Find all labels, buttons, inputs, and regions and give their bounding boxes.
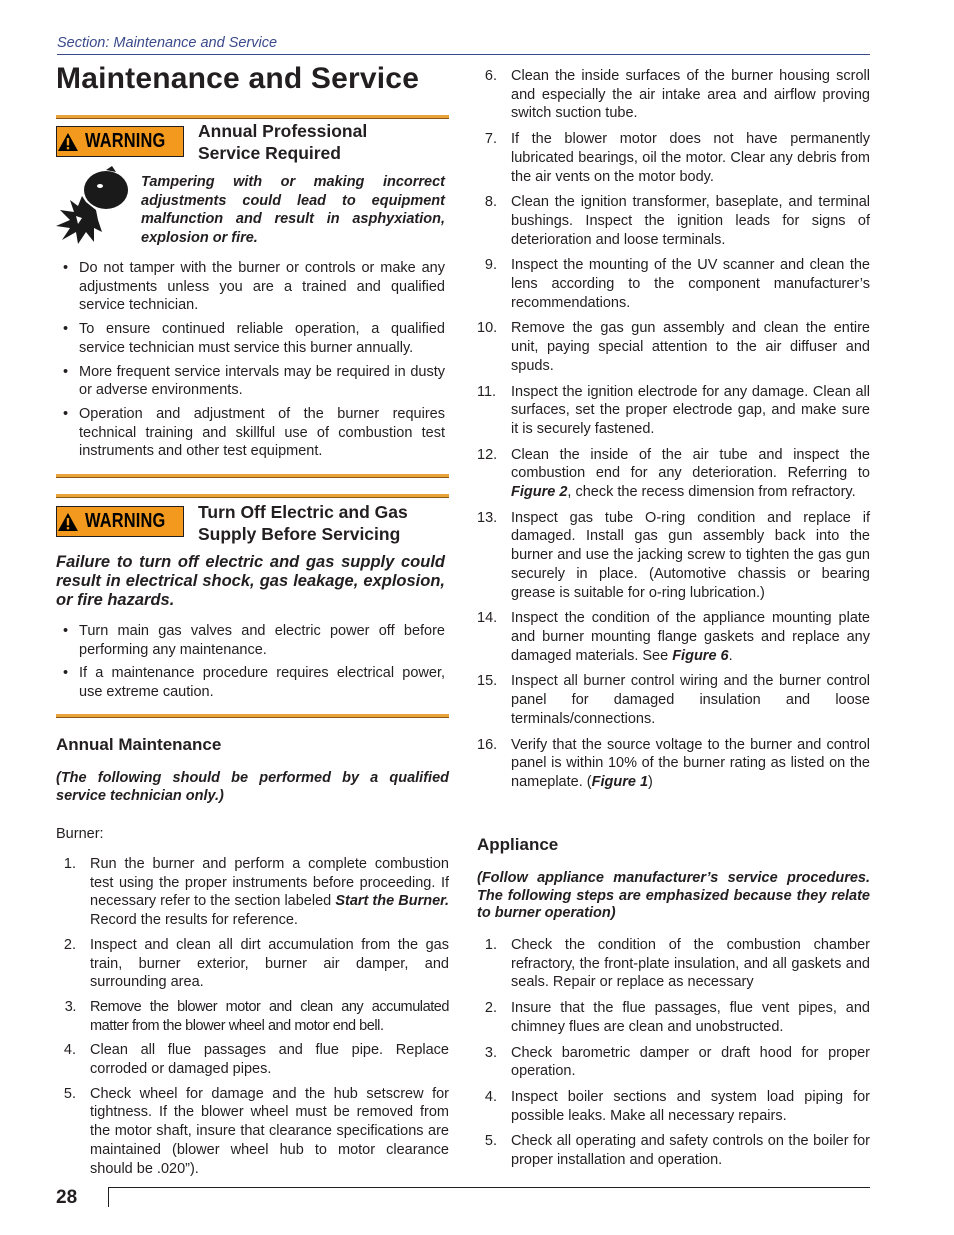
warning-caution-text: Failure to turn off electric and gas supply could result in electrical shock, gas leakage, explosion, or fire hazards. [56, 553, 445, 609]
warning-bullet-list [56, 259, 445, 466]
warning-heading [198, 501, 448, 545]
list-item: 1. Check the condition of the combustion chamber refractory, the front-plate insulation, and all gaskets and seals. Repair or replace as necessary [484, 937, 870, 991]
page-number: 28 [56, 1187, 78, 1208]
list-item: 9. Inspect the mounting of the UV scanner and clean the lens according to the component manufacturer’s recommendations. [484, 257, 870, 311]
warning-heading-line: Turn Off Electric and Gas [198, 502, 408, 522]
section-label: Section: Maintenance and Service [57, 35, 278, 51]
list-item: 6. Clean the inside surfaces of the burner housing scroll and especially the air intake area and airflow proving switch suction tube. [484, 68, 870, 122]
burner-label: Burner: [56, 826, 104, 842]
list-item: 2. Insure that the flue passages, flue vent pipes, and chimney flues are clean and unobstructed. [484, 1000, 870, 1035]
list-item: 15. Inspect all burner control wiring and the burner control panel for damaged insulation and loose terminals/connections. [477, 673, 870, 727]
warning-badge-label: WARNING [84, 130, 166, 152]
list-item: 16. Verify that the source voltage to the burner and control panel is within 10% of the burner rating as listed on the nameplate. (Figure 1) [477, 736, 870, 790]
list-item: 10. Remove the gas gun assembly and clean the entire unit, paying special attention to the air diffuser and spuds. [477, 320, 870, 374]
list-item: 14. Inspect the condition of the appliance mounting plate and burner mounting flange gaskets and replace any damaged materials. See Figure 6. [477, 610, 870, 664]
header-divider [57, 54, 870, 55]
list-item: 1. Run the burner and perform a complete combustion test using the proper instruments before proceeding. If necessary refer to the section labeled Start the Burner. Record the results for reference. [63, 856, 450, 929]
warning-bottom-rule [56, 474, 449, 478]
warning-top-rule [56, 494, 449, 498]
warning-bottom-rule [56, 714, 449, 718]
appliance-note: (Follow appliance manufacturer’s service procedures. The following steps are emphasized because they relate to burner operation) [477, 870, 870, 921]
warning-badge [56, 506, 184, 537]
list-item: 12. Clean the inside of the air tube and inspect the combustion end for any deterioration. Referring to Figure 2, check the recess dimension from refractory. [477, 446, 870, 501]
page-title: Maintenance and Service [56, 62, 420, 95]
warning-triangle-icon [57, 512, 79, 532]
list-item: 3. Check barometric damper or draft hood for proper operation. [484, 1044, 870, 1080]
warning-heading-line: Service Required [198, 143, 341, 163]
warning-heading-line: Annual Professional [198, 121, 368, 141]
list-item: • To ensure continued reliable operation, a qualified service technician must service this burner annually. [63, 321, 445, 356]
list-item: 11. Inspect the ignition electrode for any damage. Clean all surfaces, set the proper electrode gap, and make sure it is securely fastened. [477, 383, 870, 437]
list-item: • More frequent service intervals may be required in dusty or adverse environments. [63, 363, 445, 399]
list-item: 13. Inspect gas tube O-ring condition and replace if damaged. Install gas gun assembly back into the burner and use the jacking screw to tighten the gas gun securely in place. (Automotive chassis or bearing grease is suitable for o-ring lubrication.) [477, 509, 870, 601]
list-item: • Turn main gas valves and electric power off before performing any maintenance. [63, 623, 445, 658]
annual-maintenance-note: (The following should be performed by a qualified service technician only.) [56, 770, 449, 804]
warning-heading-line: Supply Before Servicing [198, 524, 401, 544]
list-item: 5. Check all operating and safety controls on the boiler for proper installation and operation. [484, 1133, 870, 1169]
list-item: 7. If the blower motor does not have permanently lubricated bearings, oil the motor. Clear any debris from the air vents on the motor body. [484, 131, 870, 185]
warning-heading [198, 120, 448, 164]
appliance-heading: Appliance [477, 835, 559, 854]
warning-badge [56, 126, 184, 157]
list-item: 3. Remove the blower motor and clean any accumulated matter from the blower wheel and motor end bell. [64, 998, 449, 1034]
list-item: 8. Clean the ignition transformer, baseplate, and terminal bushings. Inspect the ignition leads for signs of deterioration and loose terminals. [484, 194, 870, 248]
warning-triangle-icon [57, 132, 79, 152]
footer-rule [108, 1187, 870, 1188]
warning-caution-text: Tampering with or making incorrect adjustments could lead to equipment malfunction and result in asphyxiation, explosion or fire. [141, 174, 445, 246]
explosion-hazard-icon [56, 166, 132, 244]
warning-bullet-list [56, 622, 445, 707]
list-item: • If a maintenance procedure requires electrical power, use extreme caution. [63, 665, 445, 701]
footer-divider [108, 1187, 109, 1207]
list-item: 2. Inspect and clean all dirt accumulation from the gas train, burner exterior, burner air damper, and surrounding area. [63, 936, 449, 991]
annual-maintenance-heading: Annual Maintenance [56, 735, 222, 754]
burner-maintenance-list [56, 855, 449, 1178]
appliance-maintenance-list [477, 936, 870, 1170]
burner-maintenance-list-continued [477, 67, 870, 792]
list-item: 4. Inspect boiler sections and system load piping for possible leaks. Make all necessary repairs. [484, 1088, 870, 1124]
list-item: • Operation and adjustment of the burner requires technical training and skillful use of combustion test instruments and other test equipment. [63, 405, 445, 460]
warning-badge-label: WARNING [84, 510, 166, 532]
list-item: • Do not tamper with the burner or controls or make any adjustments unless you are a trained and qualified service technician. [63, 260, 445, 314]
list-item: 5. Check wheel for damage and the hub setscrew for tightness. If the blower wheel must be removed from the motor shaft, insure that clearance specifications are maintained (blower wheel hub to motor clearance should be .020”). [63, 1085, 449, 1177]
warning-top-rule [56, 115, 449, 119]
list-item: 4. Clean all flue passages and flue pipe. Replace corroded or damaged pipes. [63, 1042, 449, 1078]
